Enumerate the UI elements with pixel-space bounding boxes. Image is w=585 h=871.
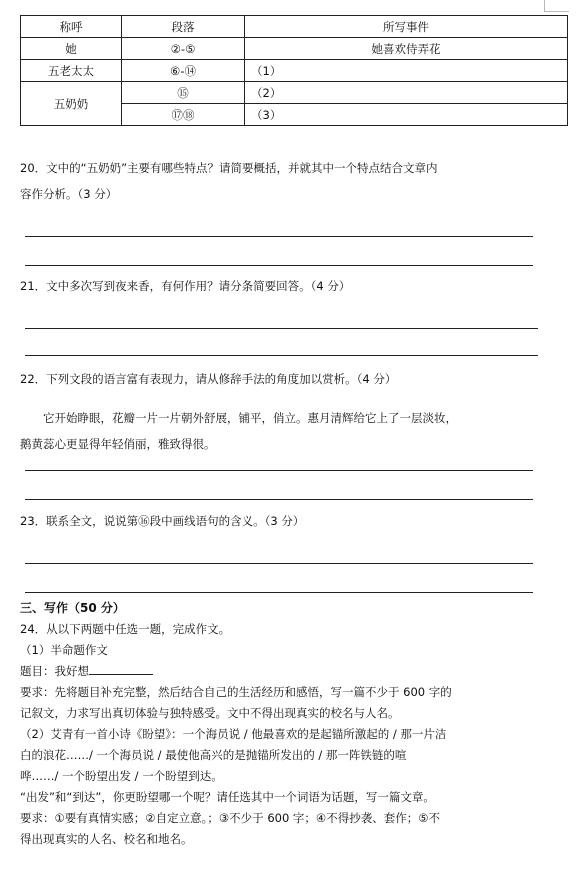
answer-line-22b[interactable] — [25, 499, 533, 500]
question-21: 21．文中多次写到夜来香，有何作用？请分条简要回答。（4 分） — [20, 279, 351, 293]
writing-section — [20, 598, 568, 850]
option-2-line3: 哗……/ 一个盼望出发 / 一个盼望到达。 — [20, 769, 223, 783]
topic-blank[interactable] — [89, 662, 153, 675]
header-cell-paragraph: 段落 — [122, 16, 245, 38]
cell-paragraph: ⑰⑱ — [122, 104, 245, 126]
answer-line-20a[interactable] — [25, 236, 533, 237]
option-2-line1: （2）艾青有一首小诗《盼望》：一个海员说 / 他最喜欢的是起锚所激起的 / 那一片洁 — [20, 727, 447, 741]
answer-line-22a[interactable] — [25, 470, 533, 471]
cell-paragraph: ⑥-⑭ — [122, 60, 245, 82]
cell-paragraph: ⑮ — [122, 82, 245, 104]
table-row — [21, 60, 568, 82]
question-20-line1: 20．文中的“五奶奶”主要有哪些特点？请简要概括，并就其中一个特点结合文章内 — [20, 161, 438, 175]
question-23: 23．联系全文，说说第⑯段中画线语句的含义。（3 分） — [20, 514, 305, 528]
question-20 — [20, 155, 570, 207]
topic-prefix: 题目：我好想 — [20, 664, 89, 678]
requirement-2-line2: 得出现真实的人名、校名和地名。 — [20, 832, 193, 846]
requirement-1-line2: 记叙文，力求写出真切体验与独特感受。文中不得出现真实的校名与人名。 — [20, 706, 400, 720]
cell-event-blank[interactable]: （3） — [245, 104, 568, 126]
cell-name: 她 — [21, 38, 122, 60]
header-cell-name: 称呼 — [21, 16, 122, 38]
cell-name: 五奶奶 — [21, 82, 122, 126]
requirement-2-line1: 要求：①要有真情实感；②自定立意。；③不少于 600 字；④不得抄袭、套作；⑤不 — [20, 811, 441, 825]
question-22: 22．下列文段的语言富有表现力，请从修辞手法的角度加以赏析。（4 分） — [20, 372, 397, 386]
passage-line1: 它开始睁眼，花瓣一片一片朝外舒展，铺平，俏立。惠月清辉给它上了一层淡妆， — [43, 411, 457, 425]
table-row — [21, 82, 568, 104]
page-corner-mark — [544, 0, 569, 12]
section-title: 三、写作（50 分） — [20, 601, 125, 615]
answer-line-21a[interactable] — [25, 328, 538, 329]
requirement-1-line1: 要求：先将题目补充完整，然后结合自己的生活经历和感悟，写一篇不少于 600 字的 — [20, 685, 452, 699]
essay-topic — [20, 661, 568, 682]
table-header-row — [21, 16, 568, 38]
header-cell-event: 所写事件 — [245, 16, 568, 38]
cell-event-blank[interactable]: （1） — [245, 60, 568, 82]
option-2-line4: “出发”和“到达”，你更盼望哪一个呢？请任选其中一个词语为话题，写一篇文章。 — [20, 790, 435, 804]
cell-event: 她喜欢侍弄花 — [245, 38, 568, 60]
cell-name: 五老太太 — [21, 60, 122, 82]
question-24: 24．从以下两题中任选一题，完成作文。 — [20, 622, 231, 636]
answer-line-23b[interactable] — [25, 592, 533, 593]
table-row — [21, 38, 568, 60]
question-20-line2: 容作分析。（3 分） — [20, 187, 118, 201]
question-22-passage — [20, 405, 568, 457]
answer-line-21b[interactable] — [25, 355, 538, 356]
option-1-title: （1）半命题作文 — [20, 643, 108, 657]
answer-line-23a[interactable] — [25, 563, 533, 564]
events-table — [20, 15, 568, 126]
cell-paragraph: ②-⑤ — [122, 38, 245, 60]
option-2-line2: 白的浪花……/ 一个海员说 / 最使他高兴的是抛锚所发出的 / 那一阵铁链的喧 — [20, 748, 407, 762]
cell-event-blank[interactable]: （2） — [245, 82, 568, 104]
answer-line-20b[interactable] — [25, 265, 533, 266]
passage-line2: 鹅黄蕊心更显得年轻俏丽，雅致得很。 — [20, 437, 216, 451]
